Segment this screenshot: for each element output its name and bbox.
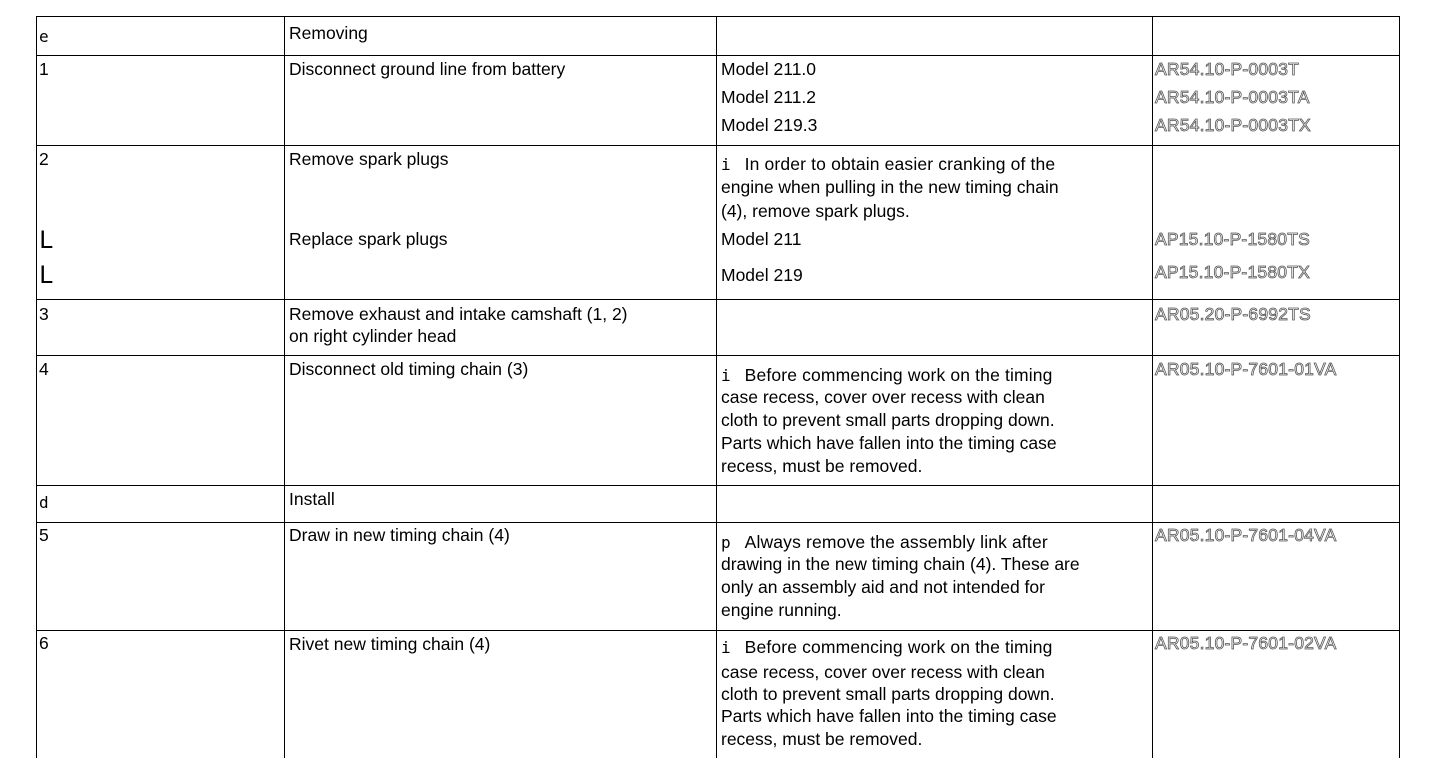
table-border-left xyxy=(36,16,37,758)
info-note xyxy=(721,636,1053,660)
note-line: (4), remove spark plugs. xyxy=(721,201,910,221)
info-note xyxy=(721,153,1055,177)
step-number: 3 xyxy=(39,304,49,324)
document-reference-link[interactable]: AR54.10-P-0003T xyxy=(1155,59,1300,79)
note-line: Before commencing work on the timing xyxy=(744,365,1053,385)
column-divider xyxy=(1152,16,1153,758)
note-line: drawing in the new timing chain (4). These are xyxy=(721,554,1080,574)
model-label: Model 219.3 xyxy=(721,115,818,135)
step-number: 5 xyxy=(39,525,49,545)
row-divider xyxy=(36,299,1400,300)
row-divider xyxy=(36,16,1400,17)
note-line: cloth to prevent small parts dropping down. xyxy=(721,684,1055,704)
step-action: on right cylinder head xyxy=(289,326,457,346)
row-divider xyxy=(36,630,1400,631)
document-reference-link[interactable]: AR54.10-P-0003TA xyxy=(1155,87,1310,107)
row-divider xyxy=(36,522,1400,523)
table-border-right xyxy=(1399,16,1400,758)
model-label: Model 211.2 xyxy=(721,87,817,107)
section-symbol: e xyxy=(39,27,49,46)
model-label: Model 211 xyxy=(721,229,802,249)
note-line: Before commencing work on the timing xyxy=(744,637,1053,657)
document-reference-link[interactable]: AR05.10-P-7601-01VA xyxy=(1155,359,1337,379)
note-line: Parts which have fallen into the timing case xyxy=(721,433,1057,453)
document-reference-link[interactable]: AP15.10-P-1580TS xyxy=(1155,229,1310,249)
document-reference-link[interactable]: AR05.10-P-7601-04VA xyxy=(1155,525,1337,545)
note-line: only an assembly aid and not intended for xyxy=(721,577,1045,597)
note-line: cloth to prevent small parts dropping down. xyxy=(721,410,1055,430)
section-heading-install: Install xyxy=(289,489,335,509)
info-icon: i xyxy=(721,638,731,657)
step-action: Disconnect old timing chain (3) xyxy=(289,359,529,379)
step-number: 4 xyxy=(39,359,49,379)
step-action: Remove exhaust and intake camshaft (1, 2) xyxy=(289,304,628,324)
note-line: Always remove the assembly link after xyxy=(744,532,1048,552)
sub-step-arrow-icon: L xyxy=(39,226,54,254)
document-reference-link[interactable]: AR54.10-P-0003TX xyxy=(1155,115,1311,135)
note-line: case recess, cover over recess with clean xyxy=(721,387,1045,407)
step-action: Remove spark plugs xyxy=(289,149,449,169)
precaution-icon: p xyxy=(721,533,731,552)
section-heading-removing: Removing xyxy=(289,23,368,43)
row-divider xyxy=(36,55,1400,56)
note-line: engine when pulling in the new timing chain xyxy=(721,177,1059,197)
column-divider xyxy=(716,16,717,758)
step-action: Draw in new timing chain (4) xyxy=(289,525,510,545)
row-divider xyxy=(36,485,1400,486)
info-note xyxy=(721,364,1053,388)
row-divider xyxy=(36,145,1400,146)
sub-step-arrow-icon: L xyxy=(39,261,54,289)
document-reference-link[interactable]: AP15.10-P-1580TX xyxy=(1155,262,1310,282)
step-number: 1 xyxy=(39,59,49,79)
step-action: Rivet new timing chain (4) xyxy=(289,634,491,654)
precaution-note xyxy=(721,531,1048,555)
section-symbol: d xyxy=(39,493,49,512)
note-line: recess, must be removed. xyxy=(721,729,923,749)
row-divider xyxy=(36,355,1400,356)
info-icon: i xyxy=(721,155,731,174)
column-divider xyxy=(284,16,285,758)
step-number: 6 xyxy=(39,633,49,653)
step-action: Disconnect ground line from battery xyxy=(289,59,566,79)
step-number: 2 xyxy=(39,149,49,169)
note-line: In order to obtain easier cranking of the xyxy=(744,154,1056,174)
note-line: case recess, cover over recess with clean xyxy=(721,662,1045,682)
document-reference-link[interactable]: AR05.20-P-6992TS xyxy=(1155,304,1311,324)
document-reference-link[interactable]: AR05.10-P-7601-02VA xyxy=(1155,633,1337,653)
model-label: Model 211.0 xyxy=(721,59,817,79)
note-line: Parts which have fallen into the timing case xyxy=(721,706,1057,726)
note-line: engine running. xyxy=(721,600,842,620)
note-line: recess, must be removed. xyxy=(721,456,923,476)
info-icon: i xyxy=(721,366,731,385)
model-label: Model 219 xyxy=(721,265,803,285)
sub-step-action: Replace spark plugs xyxy=(289,229,448,249)
